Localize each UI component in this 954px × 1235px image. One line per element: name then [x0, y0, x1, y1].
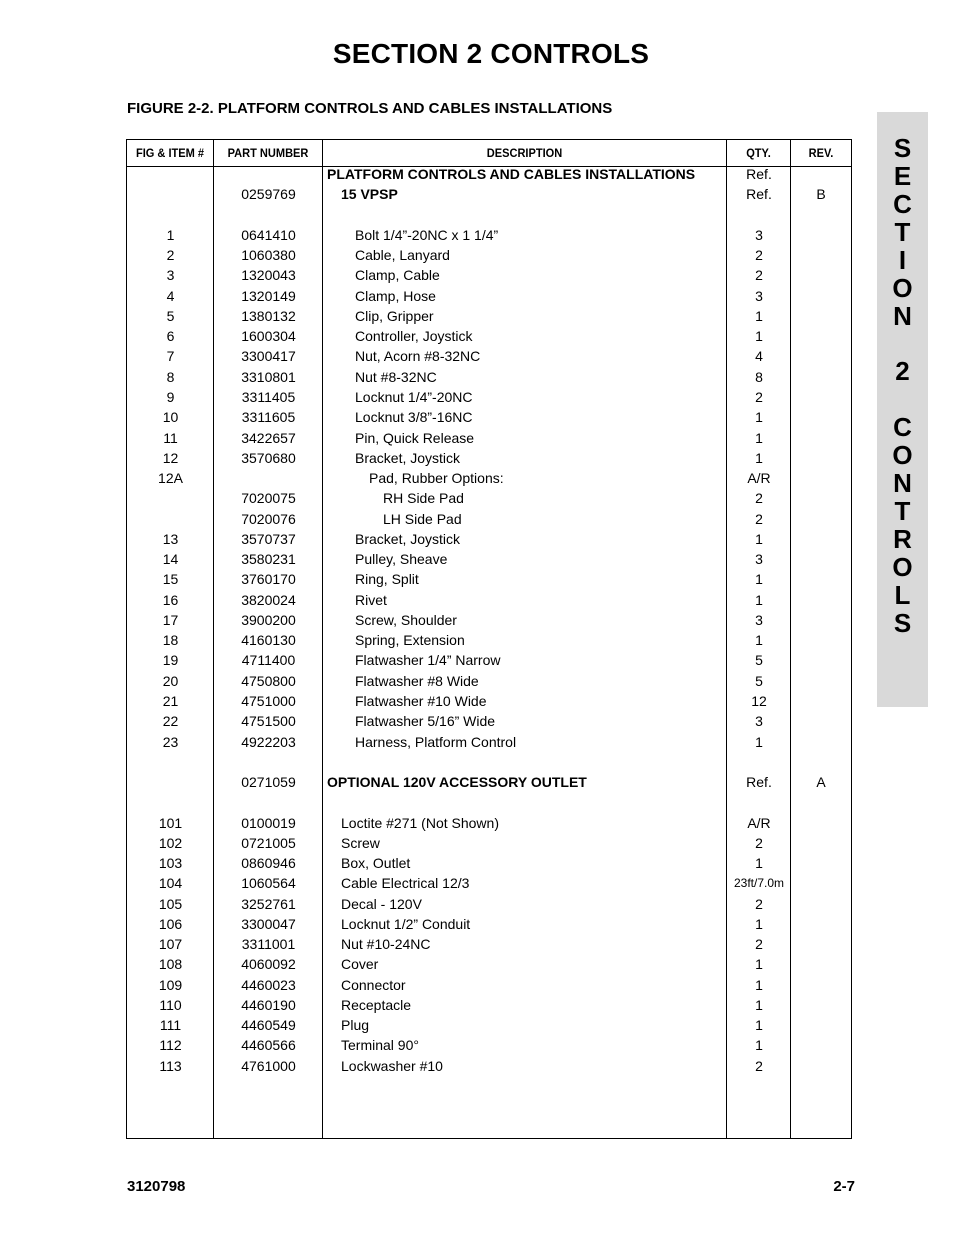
part-number-cell: 1060564 [241, 875, 296, 891]
description-cell: Screw [341, 835, 380, 851]
description-cell: Cover [341, 956, 379, 972]
quantity-cell: Ref. [746, 186, 772, 202]
table-row [127, 833, 851, 853]
quantity-cell: 2 [755, 247, 763, 263]
quantity-cell: 1 [755, 1037, 763, 1053]
quantity-cell: 5 [755, 673, 763, 689]
quantity-cell: 1 [755, 531, 763, 547]
header-qty: QTY. [746, 146, 771, 160]
quantity-cell: 2 [755, 936, 763, 952]
quantity-cell: 1 [755, 592, 763, 608]
quantity-cell: 1 [755, 571, 763, 587]
part-number-cell: 1380132 [241, 308, 296, 324]
part-number-cell: 3422657 [241, 430, 296, 446]
table-row [127, 691, 851, 711]
parts-table [126, 139, 852, 1139]
table-row [127, 245, 851, 265]
item-number-cell: 2 [166, 247, 175, 263]
description-cell: Nut #8-32NC [355, 369, 437, 385]
table-row [127, 184, 851, 204]
description-cell: Spring, Extension [355, 632, 465, 648]
table-row [127, 1015, 851, 1035]
quantity-cell: 1 [755, 916, 763, 932]
table-row [127, 732, 851, 752]
part-number-cell: 0271059 [241, 774, 296, 790]
quantity-cell: 1 [755, 328, 763, 344]
table-row [127, 407, 851, 427]
description-cell: Pad, Rubber Options: [369, 470, 504, 486]
table-row [127, 428, 851, 448]
item-number-cell: 12A [158, 470, 183, 486]
part-number-cell: 4460023 [241, 977, 296, 993]
part-number-cell: 7020075 [241, 490, 296, 506]
table-row [127, 1056, 851, 1076]
item-number-cell: 20 [162, 673, 179, 689]
part-number-cell: 3570737 [241, 531, 296, 547]
description-cell: Nut #10-24NC [341, 936, 431, 952]
quantity-cell: 1 [755, 308, 763, 324]
description-cell: Cable, Lanyard [355, 247, 450, 263]
table-row [127, 529, 851, 549]
figure-title: FIGURE 2-2. PLATFORM CONTROLS AND CABLES INSTALLATIONS [127, 100, 613, 117]
item-number-cell: 12 [162, 450, 179, 466]
table-row [127, 225, 851, 245]
part-number-cell: 0860946 [241, 855, 296, 871]
quantity-cell: 2 [755, 490, 763, 506]
table-row [127, 164, 851, 184]
quantity-cell: 1 [755, 855, 763, 871]
part-number-cell: 4060092 [241, 956, 296, 972]
part-number-cell: 4751500 [241, 713, 296, 729]
description-cell: OPTIONAL 120V ACCESSORY OUTLET [327, 774, 587, 790]
table-row [127, 853, 851, 873]
table-row [127, 367, 851, 387]
part-number-cell: 3310801 [241, 369, 296, 385]
part-number-cell: 3311405 [241, 389, 296, 405]
quantity-cell: 1 [755, 450, 763, 466]
description-cell: Bracket, Joystick [355, 531, 461, 547]
quantity-cell: Ref. [746, 166, 772, 182]
description-cell: Locknut 1/4”-20NC [355, 389, 473, 405]
item-number-cell: 10 [162, 409, 179, 425]
quantity-cell: 2 [755, 511, 763, 527]
table-row [127, 711, 851, 731]
quantity-cell: 5 [755, 652, 763, 668]
part-number-cell: 0100019 [241, 815, 296, 831]
part-number-cell: 1060380 [241, 247, 296, 263]
description-cell: 15 VPSP [341, 186, 398, 202]
part-number-cell: 3820024 [241, 592, 296, 608]
description-cell: Bracket, Joystick [355, 450, 461, 466]
table-row [127, 306, 851, 326]
item-number-cell: 7 [166, 348, 175, 364]
part-number-cell: 0721005 [241, 835, 296, 851]
side-tab-letter: C [893, 189, 912, 219]
item-number-cell: 19 [162, 652, 179, 668]
quantity-cell: 1 [755, 997, 763, 1013]
item-number-cell: 101 [158, 815, 183, 831]
quantity-cell: 8 [755, 369, 763, 385]
side-tab-letter: N [893, 301, 912, 331]
table-row [127, 286, 851, 306]
description-cell: Nut, Acorn #8-32NC [355, 348, 481, 364]
table-row [127, 509, 851, 529]
item-number-cell: 113 [159, 1058, 182, 1074]
part-number-cell: 3760170 [241, 571, 296, 587]
part-number-cell: 1320149 [241, 288, 296, 304]
table-row [127, 549, 851, 569]
description-cell: Clamp, Hose [355, 288, 436, 304]
description-cell: Locknut 3/8”-16NC [355, 409, 473, 425]
quantity-cell: 3 [755, 551, 763, 567]
description-cell: Lockwasher #10 [341, 1058, 443, 1074]
quantity-cell: A/R [747, 470, 771, 486]
description-cell: RH Side Pad [383, 490, 464, 506]
description-cell: Decal - 120V [341, 896, 422, 912]
description-cell: Flatwasher 1/4” Narrow [355, 652, 501, 668]
description-cell: Harness, Platform Control [355, 734, 517, 750]
item-number-cell: 11 [163, 430, 178, 446]
item-number-cell: 104 [158, 875, 183, 891]
description-cell: Plug [341, 1017, 370, 1033]
side-tab-letter: S [893, 133, 912, 163]
quantity-cell: 3 [755, 713, 763, 729]
item-number-cell: 15 [162, 571, 179, 587]
quantity-cell: 1 [755, 1017, 763, 1033]
item-number-cell: 108 [158, 956, 183, 972]
side-tab-letter: I [898, 245, 907, 275]
item-number-cell: 1 [166, 227, 175, 243]
item-number-cell: 5 [166, 308, 175, 324]
part-number-cell: 4922203 [241, 734, 296, 750]
table-row [127, 934, 851, 954]
quantity-cell: 23ft/7.0m [733, 876, 785, 890]
side-tab-letter: L [894, 580, 911, 610]
description-cell: Receptacle [341, 997, 412, 1013]
item-number-cell: 107 [158, 936, 183, 952]
part-number-cell: 3570680 [241, 450, 296, 466]
quantity-cell: A/R [747, 815, 771, 831]
item-number-cell: 6 [166, 328, 175, 344]
revision-cell: B [816, 186, 826, 202]
item-number-cell: 17 [162, 612, 179, 628]
item-number-cell: 102 [158, 835, 183, 851]
side-tab-letter: T [894, 217, 911, 247]
quantity-cell: 12 [751, 693, 767, 709]
document-number: 3120798 [127, 1178, 186, 1195]
quantity-cell: 2 [755, 389, 763, 405]
item-number-cell: 23 [162, 734, 179, 750]
item-number-cell: 3 [166, 267, 175, 283]
description-cell: Pin, Quick Release [355, 430, 475, 446]
page-number: 2-7 [833, 1178, 855, 1195]
section-title: SECTION 2 CONTROLS [332, 38, 650, 69]
table-row [127, 326, 851, 346]
table-row [127, 1035, 851, 1055]
table-row [127, 630, 851, 650]
description-cell: LH Side Pad [383, 511, 462, 527]
side-tab-letter: O [892, 552, 913, 582]
side-tab-letter: O [892, 440, 913, 470]
table-row [127, 813, 851, 833]
table-row [127, 914, 851, 934]
quantity-cell: 2 [755, 835, 763, 851]
table-row [127, 610, 851, 630]
part-number-cell: 4460190 [241, 997, 296, 1013]
part-number-cell: 0641410 [241, 227, 296, 243]
item-number-cell: 13 [162, 531, 179, 547]
description-cell: Flatwasher 5/16” Wide [355, 713, 496, 729]
section-side-tab [877, 112, 928, 707]
table-row [127, 346, 851, 366]
part-number-cell: 4460549 [241, 1017, 296, 1033]
description-cell: Locknut 1/2” Conduit [341, 916, 471, 932]
side-tab-letter: R [893, 524, 912, 554]
description-cell: Connector [341, 977, 406, 993]
description-cell: Clip, Gripper [355, 308, 434, 324]
quantity-cell: 1 [755, 409, 763, 425]
item-number-cell: 109 [158, 977, 183, 993]
item-number-cell: 18 [162, 632, 179, 648]
description-cell: Bolt 1/4”-20NC x 1 1/4” [355, 227, 499, 243]
table-row [127, 448, 851, 468]
item-number-cell: 111 [159, 1017, 182, 1033]
table-row [127, 873, 851, 893]
table-row [127, 975, 851, 995]
part-number-cell: 4160130 [241, 632, 296, 648]
part-number-cell: 4711400 [241, 652, 296, 668]
description-cell: Clamp, Cable [355, 267, 440, 283]
side-tab-letter: T [894, 496, 911, 526]
description-cell: Box, Outlet [341, 855, 411, 871]
table-row [127, 650, 851, 670]
quantity-cell: 1 [755, 632, 763, 648]
description-cell: Flatwasher #8 Wide [355, 673, 479, 689]
table-row [127, 671, 851, 691]
description-cell: Terminal 90° [341, 1037, 419, 1053]
description-cell: Loctite #271 (Not Shown) [341, 815, 499, 831]
part-number-cell: 3311001 [241, 936, 296, 952]
part-number-cell: 0259769 [241, 186, 296, 202]
item-number-cell: 9 [166, 389, 175, 405]
part-number-cell: 3252761 [241, 896, 296, 912]
table-row [127, 590, 851, 610]
quantity-cell: 1 [755, 956, 763, 972]
side-tab-letter: 2 [895, 356, 910, 386]
part-number-cell: 1600304 [241, 328, 296, 344]
table-row [127, 772, 851, 792]
description-cell: Flatwasher #10 Wide [355, 693, 487, 709]
table-row [127, 954, 851, 974]
description-cell: PLATFORM CONTROLS AND CABLES INSTALLATIONS [327, 166, 696, 182]
description-cell: Cable Electrical 12/3 [341, 875, 470, 891]
quantity-cell: 2 [755, 1058, 763, 1074]
header-part-number: PART NUMBER [227, 146, 309, 160]
quantity-cell: Ref. [746, 774, 772, 790]
table-row [127, 995, 851, 1015]
header-description: DESCRIPTION [486, 146, 563, 160]
part-number-cell: 3580231 [241, 551, 296, 567]
side-tab-letter: C [893, 412, 912, 442]
description-cell: Screw, Shoulder [355, 612, 457, 628]
part-number-cell: 4751000 [241, 693, 296, 709]
header-item: FIG & ITEM # [135, 146, 205, 160]
item-number-cell: 16 [162, 592, 179, 608]
table-row [127, 387, 851, 407]
part-number-cell: 7020076 [241, 511, 296, 527]
item-number-cell: 22 [162, 713, 179, 729]
part-number-cell: 4460566 [241, 1037, 296, 1053]
quantity-cell: 2 [755, 896, 763, 912]
side-tab-letter: O [892, 273, 913, 303]
quantity-cell: 1 [755, 977, 763, 993]
quantity-cell: 2 [755, 267, 763, 283]
quantity-cell: 3 [755, 612, 763, 628]
part-number-cell: 3300417 [241, 348, 296, 364]
side-tab-letter: N [893, 468, 912, 498]
part-number-cell: 3311605 [241, 409, 296, 425]
quantity-cell: 3 [755, 227, 763, 243]
side-tab-letter: E [893, 161, 912, 191]
table-row [127, 569, 851, 589]
table-row [127, 488, 851, 508]
table-row [127, 265, 851, 285]
part-number-cell: 4761000 [241, 1058, 296, 1074]
item-number-cell: 14 [162, 551, 179, 567]
item-number-cell: 106 [158, 916, 183, 932]
item-number-cell: 21 [162, 693, 179, 709]
part-number-cell: 3900200 [241, 612, 296, 628]
table-row [127, 468, 851, 488]
item-number-cell: 4 [166, 288, 175, 304]
quantity-cell: 1 [755, 734, 763, 750]
quantity-cell: 1 [755, 430, 763, 446]
header-rev: REV. [808, 146, 834, 160]
description-cell: Controller, Joystick [355, 328, 473, 344]
item-number-cell: 103 [158, 855, 183, 871]
description-cell: Pulley, Sheave [355, 551, 448, 567]
item-number-cell: 105 [158, 896, 183, 912]
revision-cell: A [816, 774, 826, 790]
quantity-cell: 3 [755, 288, 763, 304]
side-tab-letter: S [893, 608, 912, 638]
description-cell: Rivet [355, 592, 387, 608]
table-row [127, 894, 851, 914]
quantity-cell: 4 [755, 348, 763, 364]
item-number-cell: 112 [159, 1037, 182, 1053]
item-number-cell: 8 [166, 369, 175, 385]
description-cell: Ring, Split [355, 571, 419, 587]
item-number-cell: 110 [159, 997, 182, 1013]
part-number-cell: 4750800 [241, 673, 296, 689]
part-number-cell: 1320043 [241, 267, 296, 283]
part-number-cell: 3300047 [241, 916, 296, 932]
